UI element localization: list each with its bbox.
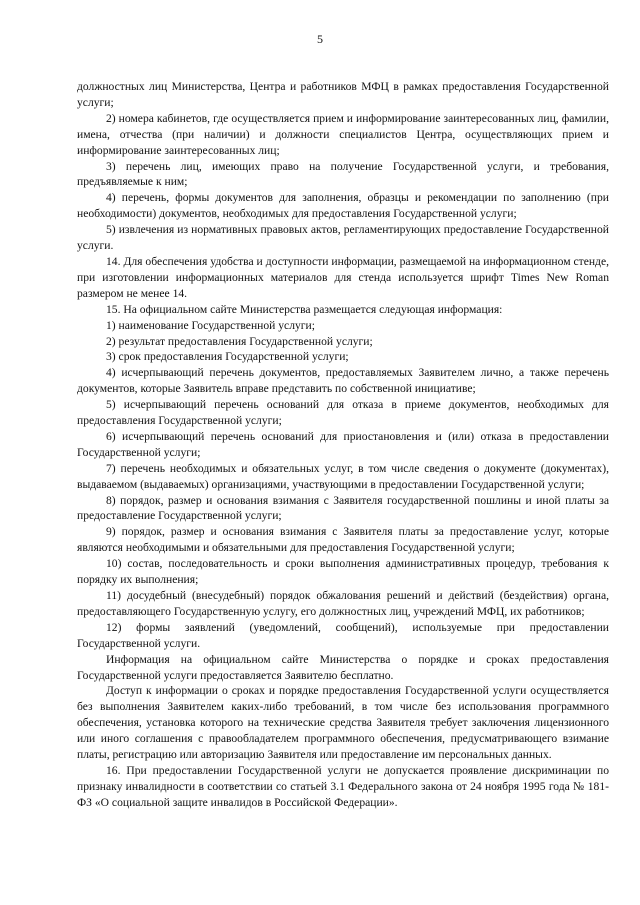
paragraph-clause-15-item-8: 8) порядок, размер и основания взимания с Заявителя государственной пошлины и иной платы за предоставление Государственной услуги; — [77, 493, 609, 523]
document-body — [77, 79, 609, 811]
paragraph-clause-15-item-11: 11) досудебный (внесудебный) порядок обжалования решений и действий (бездействия) органа, предоставляющего Государственную услугу, его должностных лиц, учреждений МФЦ, их работников; — [77, 589, 609, 618]
paragraph-continuation: должностных лиц Министерства, Центра и работников МФЦ в рамках предоставления Государственной услуги; — [77, 80, 609, 109]
paragraph-clause-15-item-12: 12) формы заявлений (уведомлений, сообщений), используемые при предоставлении Государственной услуги. — [77, 620, 609, 650]
page-number: 5 — [317, 32, 323, 46]
paragraph-access-info: Доступ к информации о сроках и порядке предоставления Государственной услуги осуществляется без выполнения Заявителем каких-либо требований, в том числе без использования программного обеспечения, установка которого на технические средства Заявителя требует заключения лицензионного или иного соглашения с правообладателем программного обеспечения, предусматривающего взимание платы, регистрацию или авторизацию Заявителя или предоставление им персональных данных. — [77, 684, 609, 762]
paragraph-clause-15: 15. На официальном сайте Министерства размещается следующая информация: — [106, 302, 503, 316]
paragraph-clause-15-item-4: 4) исчерпывающий перечень документов, предоставляемых Заявителем лично, а также перечень документов, которые Заявитель вправе представить по собственной инициативе; — [77, 366, 609, 396]
paragraph-clause-15-item-9: 9) порядок, размер и основания взимания с Заявителя платы за предоставление услуг, которые являются необходимыми и обязательными для предоставления Государственной услуги; — [77, 525, 609, 555]
paragraph-item-5-legal-extracts: 5) извлечения из нормативных правовых актов, регламентирующих предоставление Государственной услуги. — [77, 223, 609, 253]
paragraph-item-3-eligible-persons: 3) перечень лиц, имеющих право на получение Государственной услуги, и требования, предъявляемые к ним; — [77, 159, 609, 189]
paragraph-item-4-document-forms: 4) перечень, формы документов для заполнения, образцы и рекомендации по заполнению (при необходимости) документов, необходимых для предоставления Государственной услуги; — [77, 191, 609, 221]
paragraph-clause-15-item-7: 7) перечень необходимых и обязательных услуг, в том числе сведения о документе (документах), выдаваемом (выдаваемых) организациями, участвующими в предоставлении Государственной услуги; — [77, 461, 609, 491]
paragraph-clause-15-item-2: 2) результат предоставления Государственной услуги; — [106, 334, 373, 348]
paragraph-clause-15-item-3: 3) срок предоставления Государственной услуги; — [106, 350, 349, 364]
paragraph-clause-15-item-5: 5) исчерпывающий перечень оснований для отказа в приеме документов, необходимых для предоставления Государственной услуги; — [77, 398, 609, 428]
paragraph-free-info: Информация на официальном сайте Министерства о порядке и сроках предоставления Государственной услуги предоставляется Заявителю бесплатно. — [77, 652, 609, 682]
paragraph-clause-15-item-10: 10) состав, последовательность и сроки выполнения административных процедур, требования к порядку их выполнения; — [77, 557, 609, 587]
paragraph-clause-14: 14. Для обеспечения удобства и доступности информации, размещаемой на информационном стенде, при изготовлении информационных материалов для стенда используется шрифт Times New Roman размером не менее 14. — [77, 254, 609, 300]
paragraph-clause-15-item-1: 1) наименование Государственной услуги; — [106, 318, 315, 332]
paragraph-item-2-office-numbers: 2) номера кабинетов, где осуществляется прием и информирование заинтересованных лиц, фамилии, имена, отчества (при наличии) и должности специалистов Центра, осуществляющих прием и информирование заинтересованных лиц; — [77, 111, 609, 157]
paragraph-clause-15-item-6: 6) исчерпывающий перечень оснований для приостановления и (или) отказа в предоставлении Государственной услуги; — [77, 429, 609, 459]
paragraph-clause-16: 16. При предоставлении Государственной услуги не допускается проявление дискриминации по признаку инвалидности в соответствии со статьей 3.1 Федерального закона от 24 ноября 1995 года № 181-ФЗ «О социальной защите инвалидов в Российской Федерации». — [77, 763, 609, 809]
